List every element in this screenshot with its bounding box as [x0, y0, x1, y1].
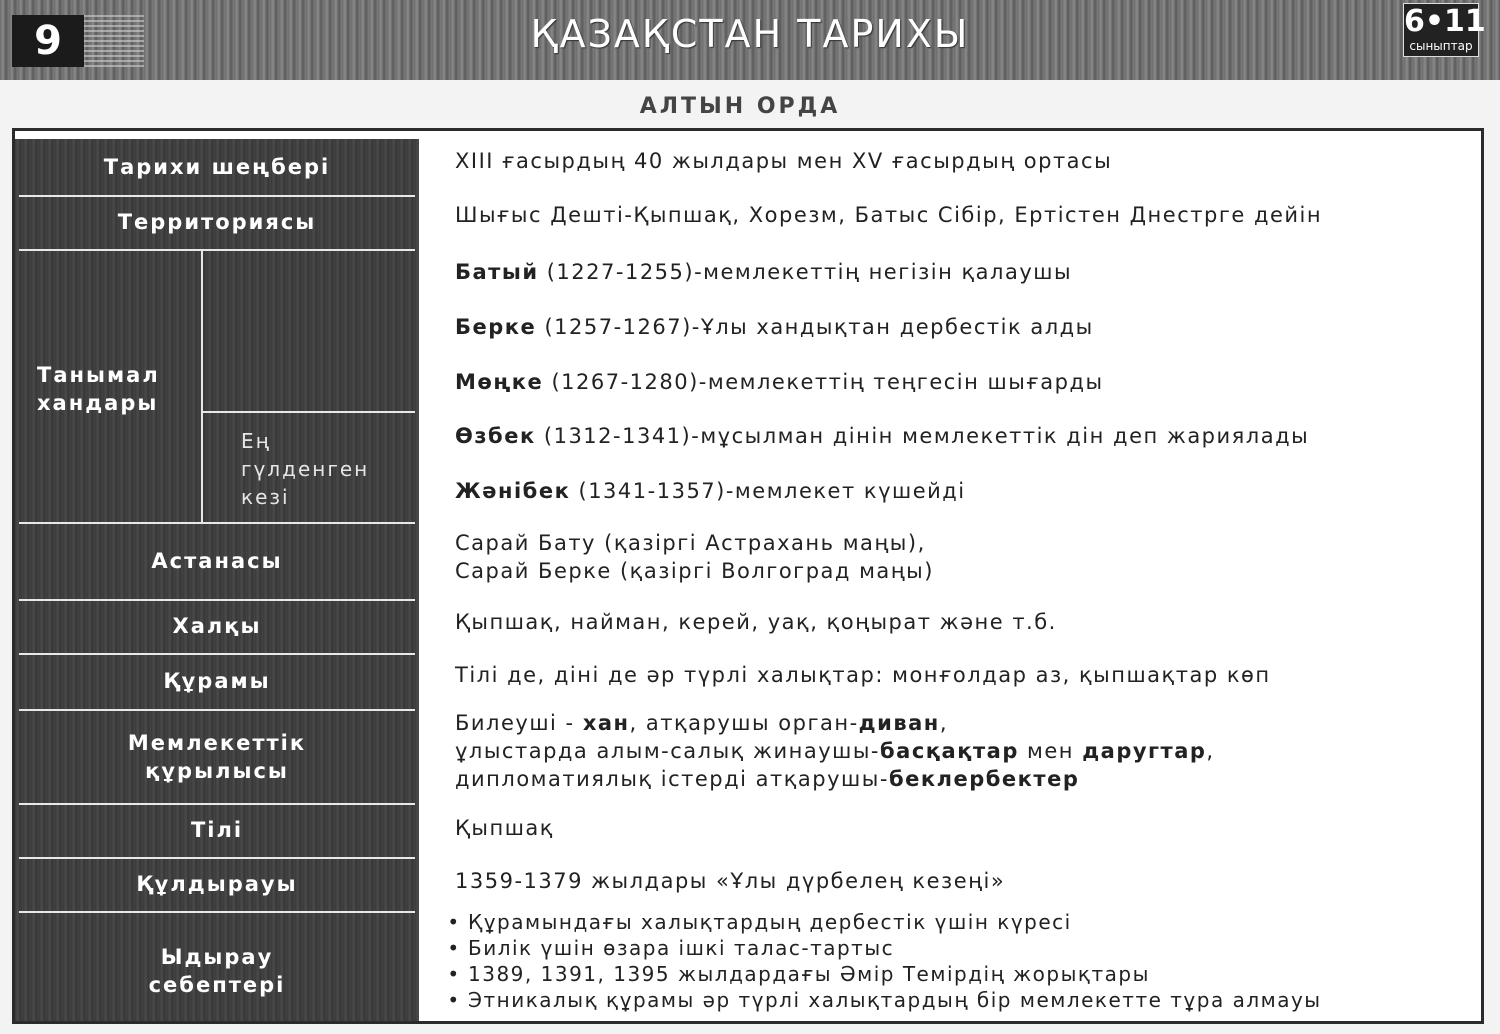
khan-desc: (1267-1280)-мемлекеттің теңгесін шығарды — [543, 370, 1104, 394]
label-capital: Астанасы — [151, 548, 283, 573]
grade-caption: сыныптар — [1409, 39, 1473, 53]
state-line-2 — [455, 737, 1215, 765]
khan-name: Берке — [455, 315, 537, 339]
state-line-3 — [455, 765, 1079, 793]
territory-value: Шығыс Дешті-Қыпшақ, Хорезм, Батыс Сібір, Ертістен Днестрге дейін — [455, 203, 1323, 227]
grade-number: 6•11 — [1404, 4, 1486, 39]
state-text: дипломатиялық істерді атқарушы- — [455, 767, 889, 791]
reason-item: • 1389, 1391, 1395 жылдардағы Әмір Темірдің жорықтары — [440, 961, 1322, 987]
grade-badge — [1403, 3, 1486, 57]
section-title: АЛТЫН ОРДА — [639, 94, 841, 119]
reasons-list — [440, 909, 1322, 1013]
state-term: басқақтар — [880, 739, 1019, 763]
label-state: Мемлекеттік құрылысы — [127, 731, 307, 783]
capital-line-1: Сарай Бату (қазіргі Астрахань маңы), — [455, 531, 926, 555]
row-divider — [19, 911, 415, 913]
collapse-value: 1359-1379 жылдары «Ұлы дүрбелең кезеңі» — [455, 869, 1006, 893]
people-value: Қыпшақ, найман, керей, уақ, қоңырат және т.б. — [455, 610, 1057, 634]
khan-name: Жәнібек — [455, 479, 571, 503]
language-value: Қыпшақ — [455, 816, 554, 840]
book-title: ҚАЗАҚСТАН ТАРИХЫ — [530, 12, 970, 56]
row-divider — [203, 411, 415, 413]
khan-desc: (1312-1341)-мұсылман дінін мемлекеттік дін деп жариялады — [535, 424, 1310, 448]
label-flourish: Ең гүлденген кезі — [241, 429, 370, 509]
row-divider — [19, 249, 415, 251]
label-language: Тілі — [190, 818, 244, 842]
khan-name: Мөңке — [455, 370, 544, 394]
label-column — [15, 139, 419, 1021]
state-text: Билеуші - — [455, 711, 583, 735]
reason-item: • Билік үшін өзара ішкі талас-тартыс — [440, 935, 1322, 961]
state-line-1 — [455, 709, 948, 737]
state-text: ұлыстарда алым-салық жинаушы- — [455, 739, 881, 763]
state-text: , — [939, 711, 949, 735]
label-territory: Территориясы — [117, 210, 317, 234]
khan-desc: (1227-1255)-мемлекеттің негізін қалаушы — [538, 260, 1073, 284]
label-collapse: Құлдырауы — [136, 872, 298, 896]
state-term: диван — [858, 711, 940, 735]
khan-entry — [455, 313, 1094, 341]
page-header — [0, 0, 1500, 80]
period-value: XIII ғасырдың 40 жылдары мен XV ғасырдың ортасы — [455, 149, 1113, 173]
khan-desc: (1341-1357)-мемлекет күшейді — [570, 479, 966, 503]
label-khans: Танымал хандары — [37, 363, 160, 415]
column-divider — [201, 251, 203, 522]
state-text: , атқарушы орган- — [629, 711, 859, 735]
state-term: даругтар — [1082, 739, 1207, 763]
label-period: Тарихи шеңбері — [103, 155, 331, 179]
info-table — [12, 128, 1484, 1024]
khan-name: Өзбек — [455, 424, 536, 448]
label-composition: Құрамы — [163, 669, 271, 693]
label-people: Халқы — [172, 614, 262, 638]
state-text: мен — [1018, 739, 1083, 763]
reason-item: • Этникалық құрамы әр түрлі халықтардың бір мемлекетте тұра алмауы — [440, 987, 1322, 1013]
capital-line-2: Сарай Берке (қазіргі Волгоград маңы) — [455, 559, 934, 583]
state-text: , — [1206, 739, 1215, 763]
khan-entry — [455, 422, 1309, 450]
composition-value: Тілі де, діні де әр түрлі халықтар: монғолдар аз, қыпшақтар көп — [455, 663, 1271, 687]
state-term: хан — [582, 711, 630, 735]
khan-entry — [455, 477, 966, 505]
khan-desc: (1257-1267)-Ұлы хандықтан дербестік алды — [536, 315, 1094, 339]
khan-entry — [455, 368, 1104, 396]
reason-item: • Құрамындағы халықтардың дербестік үшін күресі — [440, 909, 1322, 935]
khan-name: Батый — [455, 260, 539, 284]
khan-entry — [455, 258, 1072, 286]
page-number: 9 — [12, 15, 84, 67]
state-term: беклербектер — [888, 767, 1080, 791]
label-reasons: Ыдырау себептері — [148, 945, 286, 997]
row-divider — [19, 709, 415, 711]
